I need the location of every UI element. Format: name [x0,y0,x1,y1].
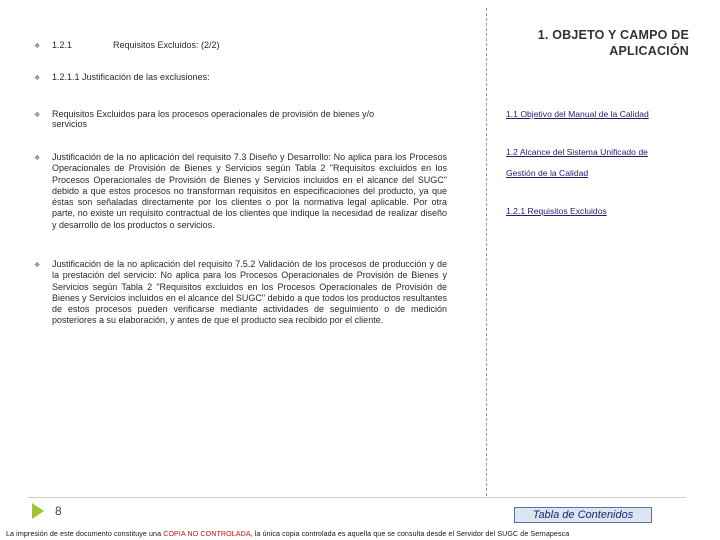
bullet-icon: ❖ [34,43,41,50]
section-heading: Requisitos Excluidos: (2/2) [113,40,220,50]
intro-text [52,109,472,129]
column-divider [486,8,487,496]
bullet-icon: ❖ [34,112,41,119]
page-title [489,27,689,59]
title-line-2: APLICACIÓN [609,44,689,58]
section-number: 1.2.1 [52,40,73,50]
arrow-icon [32,503,44,519]
bullet-icon: ❖ [34,262,41,269]
intro-line-1: Requisitos Excluidos para los procesos operacionales de provisión de bienes y/o [52,109,375,119]
link-objetivo-manual[interactable]: 1.1 Objetivo del Manual de la Calidad [506,109,649,119]
footer-text-2: , la única copia controlada es aquella que se consulta desde el Servidor del SUGC de Sernapesca [250,530,570,538]
bottom-rule [28,497,686,498]
link-alcance-sistema-cont[interactable]: Gestión de la Calidad [506,168,589,178]
footer-disclaimer [6,530,714,538]
intro-line-2: servicios [52,119,88,129]
link-alcance-sistema[interactable]: 1.2 Alcance del Sistema Unificado de [506,147,648,157]
bullet-icon: ❖ [34,155,41,162]
link-requisitos-excluidos[interactable]: 1.2.1 Requisitos Excluidos [506,206,607,216]
title-line-1: 1. OBJETO Y CAMPO DE [537,28,689,42]
footer-text-1: La impresión de este documento constituye una [6,530,164,538]
toc-button[interactable]: Tabla de Contenidos [514,507,652,523]
footer-highlight: COPIA NO CONTROLADA [163,530,251,538]
justification-paragraph-7-3: Justificación de la no aplicación del requisito 7.3 Diseño y Desarrollo: No aplica para los Procesos Operacionales de Provisión de Bienes y Servicios según Tabla 2 "Requisitos excluidos en los Procesos Operacionales de Provisión de Bienes y Servicios incluidos en el alcance del SUGC" debido a que estos procesos no transforman requisitos en especificaciones del producto, ya que éstas son señaladas directamente por los clientes o por la normativa legal aplicable. Por otra parte, no existe un requisito contractual de los clientes que indique la necesidad de realizar diseño y desarrollo de los productos o servicios. [52,152,447,230]
justification-paragraph-7-5-2: Justificación de la no aplicación del requisito 7.5.2 Validación de los procesos de producción y de la prestación del servicio: No aplica para los Procesos Operacionales de Provisión de Bienes y Servicios según Tabla 2 "Requisitos excluidos en los Procesos Operacionales de Provisión de Bienes y Servicios incluidos en el alcance del SUGC" debido a que todos los productos resultantes de estos procesos pueden verificarse mediante actividades de seguimiento o de medición posteriores a su elaboración, y antes de que el producto sea recibido por el cliente. [52,259,447,326]
bullet-icon: ❖ [34,75,41,82]
subsection-heading: 1.2.1.1 Justificación de las exclusiones: [52,72,210,82]
page-number: 8 [55,504,62,518]
